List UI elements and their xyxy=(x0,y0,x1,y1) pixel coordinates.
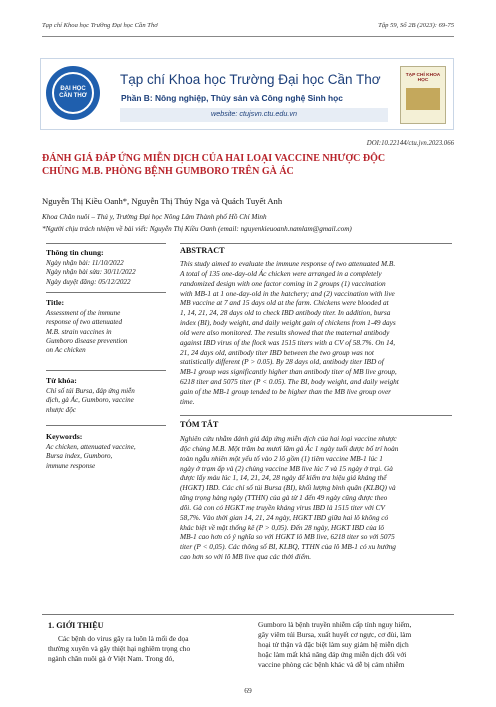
english-title-line: Gumboro disease prevention xyxy=(46,336,128,345)
doi-link[interactable]: DOI:10.22144/ctu.jvn.2023.066 xyxy=(366,140,454,147)
tomtat-line: titer (P < 0,05). Các thông số BI, KLBQ, TTHN của lô MB-1 có xu hướng xyxy=(180,542,396,552)
tomtat-line: cao hơn so với lô MB live qua các thời điểm. xyxy=(180,552,312,562)
tomtat-line: độc chủng M.B. Một trăm ba mươi lăm gà Ác 1 ngày tuổi được bố trí hoàn xyxy=(180,443,399,453)
body-line: vaccine phòng các bệnh khác và dễ bị cảm nhiễm xyxy=(258,660,405,670)
abstract-line: 6218 titer and 5075 titer (P < 0.05). The BI, body weight, and daily weight xyxy=(180,377,399,387)
abstract-line: against IBD virus of the flock was 1515 titers with a CV of 58.7%. On 14, xyxy=(180,337,396,347)
page-number: 69 xyxy=(244,686,252,695)
tomtat-line: Nghiên cứu nhằm đánh giá đáp ứng miễn dịch của hai loại vaccine nhược xyxy=(180,434,397,443)
sidebar-rule xyxy=(46,425,166,426)
body-line: hoại tử thận và đặc biệt làm suy giảm hệ miễn dịch xyxy=(258,640,409,650)
tomtat-line: (HGKT) IBD. Các chỉ số túi Bursa (BI), khối lượng bình quân (KLBQ) và xyxy=(180,483,396,493)
university-logo-icon xyxy=(46,66,100,120)
abstract-line: MB-1 group was significantly higher than antibody titer of MB live group, xyxy=(180,367,397,377)
english-title-line: M.B. strain vaccines in xyxy=(46,327,112,336)
body-line: hoặc làm mất khả năng đáp ứng miễn dịch đối với xyxy=(258,650,407,660)
body-right-column xyxy=(258,620,454,670)
body-line: Các bệnh do virus gây ra luôn là mối đe dọa xyxy=(58,634,189,643)
masthead-website[interactable]: website: ctujsvn.ctu.edu.vn xyxy=(211,109,297,118)
abstract-line: index (BI), body weight, and daily weight gain of chickens from 1-49 days xyxy=(180,318,396,328)
body-separator xyxy=(42,614,454,615)
tomtat-line: toàn ngẫu nhiên một yếu tố vào 2 lô gồm (1) tiêm vaccine MB-1 lúc 1 xyxy=(180,453,383,463)
english-title-box xyxy=(46,298,166,355)
tomtat-line: được lấy máu lúc 1, 14, 21, 24, 28 ngày để kiểm tra hiệu giá kháng thể xyxy=(180,473,387,483)
body-line: ngành chăn nuôi gà ở Việt Nam. Trong đó, xyxy=(48,654,175,664)
tomtat-line: dõi. Gà con có HGKT mẹ truyền kháng virus IBD là 1515 titer với CV xyxy=(180,502,386,512)
abstract-line: statistically different (P > 0.05). By 28 days old, antibody titer IBD of xyxy=(180,357,384,367)
accepted-date: Ngày duyệt đăng: 05/12/2022 xyxy=(46,277,131,286)
article-title-line: CHỦNG M.B. PHÒNG BỆNH GUMBORO TRÊN GÀ ÁC xyxy=(42,165,294,177)
cover-title: TẠP CHÍ KHOA HỌC xyxy=(405,73,441,84)
abstract-text xyxy=(180,259,452,407)
english-title-line: response of two attenuated xyxy=(46,318,122,327)
body-line: Gumboro là bệnh truyền nhiễm cấp tính nguy hiểm, xyxy=(258,620,412,629)
tomtat-heading: TÓM TẮT xyxy=(180,420,219,429)
english-title-line: Assessment of the immune xyxy=(46,309,121,318)
tomtat-text xyxy=(180,434,452,562)
keywords-vi-line: nhược độc xyxy=(46,405,76,414)
keywords-vi-box xyxy=(46,376,166,415)
tomtat-line: khác biệt về mặt thống kê (P > 0,05). Đến 28 ngày, HGKT IBD của lô xyxy=(180,522,385,532)
keywords-vi-line: Chỉ số túi Bursa, đáp ứng miễn xyxy=(46,387,135,396)
article-title-line: ĐÁNH GIÁ ĐÁP ỨNG MIỄN DỊCH CỦA HAI LOẠI VACCINE NHƯỢC ĐỘC xyxy=(42,153,386,164)
body-line: gây viêm túi Bursa, xuất huyết cơ ngực, cơ đùi, làm xyxy=(258,630,412,640)
tomtat-line: 58,7%. Vào thời gian 14, 21, 24 ngày, HGKT IBD giữa hai lô không có xyxy=(180,512,389,522)
sidebar-rule xyxy=(46,370,166,371)
sidebar-rule xyxy=(46,292,166,293)
tomtat-line: ngày ở trạm ấp và (2) chủng vaccine MB live lúc 7 và 15 ngày ở trại. Gà xyxy=(180,463,393,473)
cover-image xyxy=(406,88,440,110)
revised-date: Ngày nhận bài sửa: 30/11/2022 xyxy=(46,268,136,277)
logo-ring: ĐẠI HỌC CẦN THƠ xyxy=(52,72,94,114)
body-left-column xyxy=(48,634,244,664)
masthead-subtitle: Phần B: Nông nghiệp, Thủy sản và Công nghệ Sinh học xyxy=(121,93,343,103)
abstract-top-rule xyxy=(180,243,452,244)
keywords-vi-heading: Từ khóa: xyxy=(46,376,77,385)
keywords-en-line: immune response xyxy=(46,461,96,470)
abstract-line: 21, 24 days old, antibody titer IBD between the two group was not xyxy=(180,347,374,357)
keywords-vi-line: dịch, gà Ác, Gumboro, vaccine xyxy=(46,396,134,405)
info-heading: Thông tin chung: xyxy=(46,248,104,257)
running-header-journal: Tạp chí Khoa học Trường Đại học Cần Thơ xyxy=(42,22,158,29)
corresponding-author: *Người chịu trách nhiệm về bài viết: Nguyễn Thị Kiều Oanh (email: nguyenkieuoanh.namlam@gmail.com) xyxy=(42,225,352,233)
section-heading-introduction: 1. GIỚI THIỆU xyxy=(48,621,104,630)
abstract-line: time. xyxy=(180,396,195,406)
abstract-line: A total of 135 one-day-old Ác chicken were arranged in a completely xyxy=(180,268,382,278)
tomtat-top-rule xyxy=(180,415,452,416)
abstract-line: 1, 14, 21, 24, 28 days old to check IBD antibody titer. In addition, bursa xyxy=(180,308,391,318)
tomtat-line: MB-1 cao hơn có ý nghĩa so với HGKT lô MB live, 6218 titer so với 5075 xyxy=(180,532,395,542)
abstract-line: randomized design with one factor coming in 2 groups (1) vaccination xyxy=(180,278,386,288)
masthead-title: Tạp chí Khoa học Trường Đại học Cần Thơ xyxy=(120,72,381,87)
article-info-box xyxy=(46,248,166,287)
received-date: Ngày nhận bài: 11/10/2022 xyxy=(46,259,124,268)
keywords-en-line: Ac chicken, attenuated vaccine, xyxy=(46,443,136,452)
abstract-heading: ABSTRACT xyxy=(180,246,225,255)
tomtat-line: tăng trọng hàng ngày (TTHN) của gà từ 1 đến 49 ngày cũng được theo xyxy=(180,493,388,503)
title-heading: Title: xyxy=(46,298,65,307)
abstract-line: This study aimed to evaluate the immune response of two attenuated M.B. xyxy=(180,259,396,268)
sidebar-top-rule xyxy=(46,243,166,244)
abstract-line: gain of the MB-1 group tended to be higher than the MB live group over xyxy=(180,386,392,396)
journal-cover-thumbnail xyxy=(400,66,446,124)
keywords-en-line: Bursa index, Gumboro, xyxy=(46,452,113,461)
english-title-line: on Ac chicken xyxy=(46,346,86,354)
article-title xyxy=(42,153,462,178)
abstract-line: old were also monitored. The results showed that the maternal antibody xyxy=(180,327,390,337)
abstract-line: with MB-1 at 1 one-day-old in the hatchery; and (2) vaccination with live xyxy=(180,288,395,298)
body-line: thường xuyên và gây thiệt hại nghiêm trọng cho xyxy=(48,644,191,654)
keywords-en-heading: Keywords: xyxy=(46,432,83,441)
running-header-volume: Tập 59, Số 2B (2023): 69-75 xyxy=(378,22,454,29)
author-list: Nguyễn Thị Kiều Oanh*, Nguyễn Thị Thúy Nga và Quách Tuyết Anh xyxy=(42,196,283,206)
header-rule xyxy=(42,36,454,37)
abstract-line: MB vaccine at 7 and 15 days old at the farm. Chickens were blooded at xyxy=(180,298,389,308)
affiliation: Khoa Chăn nuôi – Thú y, Trường Đại học Nông Lâm Thành phố Hồ Chí Minh xyxy=(42,213,267,221)
keywords-en-box xyxy=(46,432,166,471)
